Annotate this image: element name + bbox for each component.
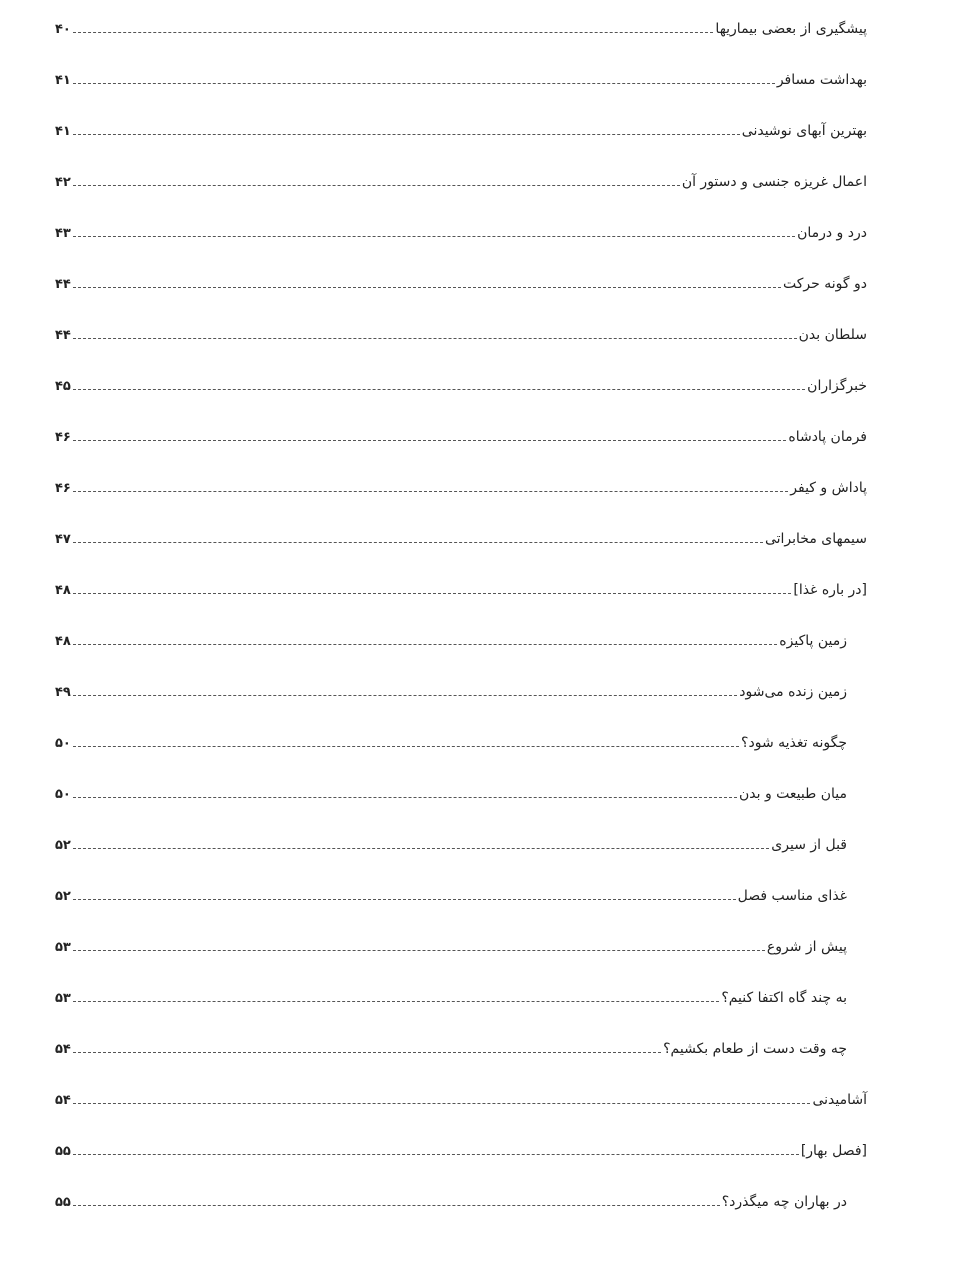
toc-entry[interactable] <box>55 259 867 310</box>
dotted-leader <box>73 83 775 84</box>
toc-entry[interactable] <box>55 616 867 667</box>
toc-entry-page-number: ۵۴ <box>55 1093 71 1108</box>
dotted-leader <box>73 389 805 390</box>
toc-entry-page-number: ۴۴ <box>55 277 71 292</box>
dotted-leader <box>73 236 795 237</box>
toc-entry[interactable] <box>55 310 867 361</box>
dotted-leader <box>73 1103 811 1104</box>
toc-entry-title: قبل از سیری <box>771 837 847 853</box>
toc-entry-title: بهترین آبهای نوشیدنی <box>741 123 867 139</box>
toc-entry-page-number: ۵۴ <box>55 1042 71 1057</box>
dotted-leader <box>73 1001 719 1002</box>
toc-entry[interactable] <box>55 922 867 973</box>
toc-entry-title: سیمهای مخابراتی <box>764 531 867 547</box>
toc-entry-title: پیشگیری از بعضی بیماریها <box>715 21 867 37</box>
dotted-leader <box>73 1052 661 1053</box>
dotted-leader <box>73 542 763 543</box>
toc-entry-page-number: ۵۲ <box>55 838 71 853</box>
toc-entry[interactable] <box>55 55 867 106</box>
toc-entry-title: به چند گاه اکتفا کنیم؟ <box>721 990 847 1006</box>
toc-entry-title: پیش از شروع <box>766 939 847 955</box>
toc-entry-page-number: ۵۳ <box>55 940 71 955</box>
toc-entry[interactable] <box>55 1126 867 1177</box>
toc-entry-page-number: ۴۷ <box>55 532 71 547</box>
toc-entry-title: در بهاران چه میگذرد؟ <box>721 1194 847 1210</box>
dotted-leader <box>73 491 788 492</box>
dotted-leader <box>73 185 680 186</box>
toc-entry-title: فرمان پادشاه <box>788 429 867 445</box>
dotted-leader <box>73 950 765 951</box>
toc-entry[interactable] <box>55 412 867 463</box>
toc-entry-page-number: ۵۰ <box>55 736 71 751</box>
toc-entry-page-number: ۴۸ <box>55 634 71 649</box>
toc-entry-title: غذای مناسب فصل <box>737 888 847 904</box>
dotted-leader <box>73 746 739 747</box>
toc-entry-page-number: ۵۲ <box>55 889 71 904</box>
dotted-leader <box>73 593 791 594</box>
dotted-leader <box>73 899 736 900</box>
toc-entry[interactable] <box>55 820 867 871</box>
dotted-leader <box>73 1205 720 1206</box>
toc-entry-page-number: ۵۰ <box>55 787 71 802</box>
toc-entry[interactable] <box>55 361 867 412</box>
dotted-leader <box>73 440 786 441</box>
dotted-leader <box>73 797 737 798</box>
toc-entry[interactable] <box>55 718 867 769</box>
toc-entry-page-number: ۵۵ <box>55 1195 71 1210</box>
dotted-leader <box>73 32 714 33</box>
toc-entry[interactable] <box>55 4 867 55</box>
toc-entry[interactable] <box>55 667 867 718</box>
toc-entry[interactable] <box>55 1075 867 1126</box>
dotted-leader <box>73 644 777 645</box>
dotted-leader <box>73 287 781 288</box>
toc-entry-page-number: ۴۶ <box>55 481 71 496</box>
dotted-leader <box>73 338 797 339</box>
toc-entry-page-number: ۵۳ <box>55 991 71 1006</box>
toc-entry[interactable] <box>55 157 867 208</box>
toc-entry-title: زمین پاکیزه <box>779 633 847 649</box>
toc-entry-title: خبرگزاران <box>807 378 867 394</box>
toc-entry-page-number: ۴۱ <box>55 73 71 88</box>
toc-entry-page-number: ۴۱ <box>55 124 71 139</box>
toc-entry-page-number: ۴۴ <box>55 328 71 343</box>
toc-entry[interactable] <box>55 463 867 514</box>
toc-entry-page-number: ۴۹ <box>55 685 71 700</box>
toc-entry-page-number: ۴۵ <box>55 379 71 394</box>
toc-entry[interactable] <box>55 871 867 922</box>
toc-entry-title: پاداش و کیفر <box>790 480 867 496</box>
dotted-leader <box>73 134 740 135</box>
toc-entry-page-number: ۴۰ <box>55 22 71 37</box>
toc-entry-title: درد و درمان <box>797 225 867 241</box>
toc-entry-title: سلطان بدن <box>798 327 867 343</box>
toc-entry[interactable] <box>55 208 867 259</box>
toc-entry-page-number: ۵۵ <box>55 1144 71 1159</box>
toc-entry-title: [در باره غذا] <box>793 582 867 598</box>
toc-entry[interactable] <box>55 565 867 616</box>
toc-entry-title: زمین زنده می‌شود <box>739 684 847 700</box>
toc-entry-page-number: ۴۶ <box>55 430 71 445</box>
toc-entry[interactable] <box>55 1024 867 1075</box>
toc-entry-title: دو گونه حرکت <box>783 276 867 292</box>
toc-entry[interactable] <box>55 973 867 1024</box>
toc-entry-title: چگونه تغذیه شود؟ <box>741 735 847 751</box>
toc-entry-page-number: ۴۳ <box>55 226 71 241</box>
toc-entry-title: اعمال غریزه جنسی و دستور آن <box>681 174 867 190</box>
toc-entry[interactable] <box>55 1177 867 1228</box>
toc-entry-title: چه وقت دست از طعام بکشیم؟ <box>663 1041 847 1057</box>
toc-entry-page-number: ۴۲ <box>55 175 71 190</box>
toc-entry-title: [فصل بهار] <box>800 1143 867 1159</box>
toc-entry-title: آشامیدنی <box>812 1092 867 1108</box>
toc-entry[interactable] <box>55 769 867 820</box>
table-of-contents <box>55 4 867 1228</box>
dotted-leader <box>73 695 737 696</box>
toc-entry[interactable] <box>55 514 867 565</box>
dotted-leader <box>73 1154 799 1155</box>
toc-entry-title: میان طبیعت و بدن <box>738 786 847 802</box>
toc-entry-page-number: ۴۸ <box>55 583 71 598</box>
toc-entry-title: بهداشت مسافر <box>776 72 867 88</box>
dotted-leader <box>73 848 769 849</box>
toc-entry[interactable] <box>55 106 867 157</box>
